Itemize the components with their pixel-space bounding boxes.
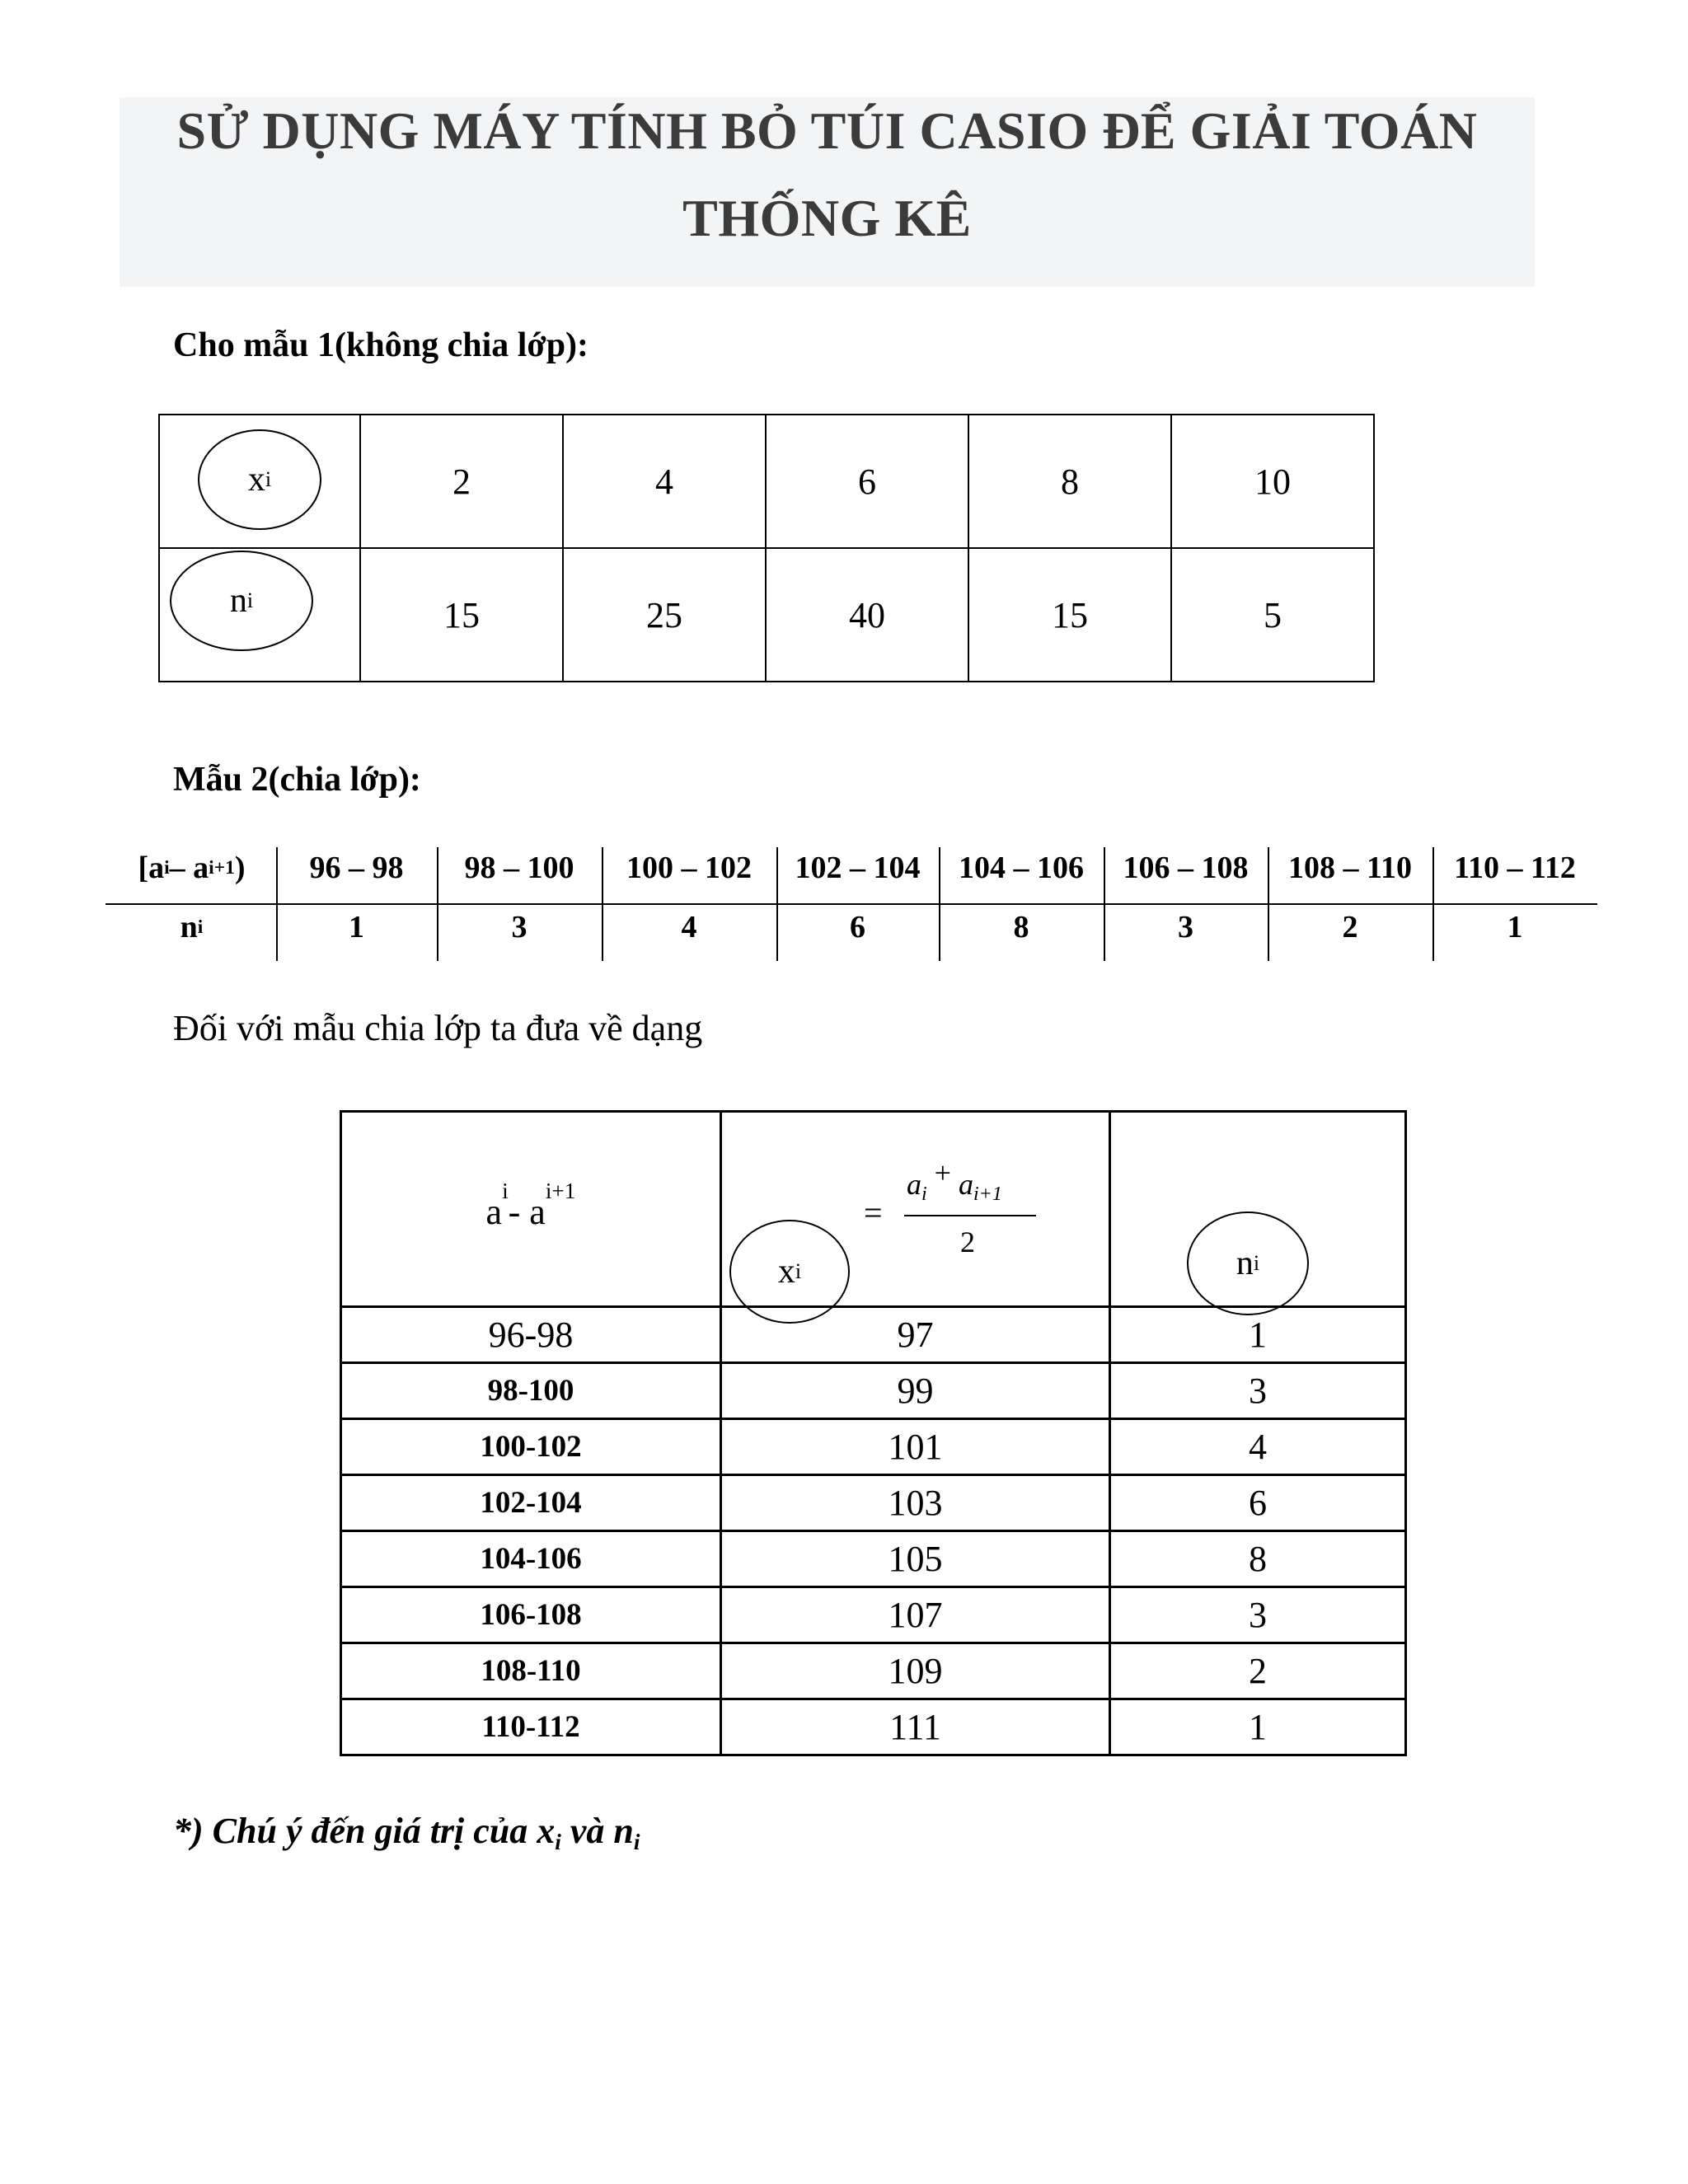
- class-count-cell: 8: [1013, 910, 1029, 944]
- midpoint-cell: 101: [720, 1418, 1111, 1476]
- interval-cell: 96-98: [340, 1305, 722, 1364]
- interval-cell: 100-102: [340, 1418, 722, 1476]
- title-line-2: THỐNG KÊ: [682, 189, 972, 247]
- frequency-cell: 1: [1109, 1305, 1407, 1364]
- interval-cell: 110-112: [340, 1698, 722, 1756]
- frequency-cell: 3: [1109, 1361, 1407, 1420]
- note-pre: *) Chú ý đến giá trị của x: [173, 1811, 556, 1851]
- formula-denominator: 2: [960, 1226, 975, 1258]
- note-sub2: i: [633, 1830, 640, 1855]
- x-value-cell: 6: [765, 414, 969, 549]
- title-line-1: SỬ DỤNG MÁY TÍNH BỎ TÚI CASIO ĐỂ GIẢI TOÁN: [176, 101, 1478, 160]
- midpoint-cell: 109: [720, 1642, 1111, 1700]
- frequency-cell: 1: [1109, 1698, 1407, 1756]
- midpoint-cell: 107: [720, 1586, 1111, 1644]
- interval-cell: 108-110: [340, 1642, 722, 1700]
- title-band: [120, 97, 1535, 287]
- midpoint-cell: 97: [720, 1305, 1111, 1364]
- sample2-heading: Mẫu 2(chia lớp):: [173, 761, 421, 799]
- class-count-cell: 4: [681, 910, 697, 944]
- midpoint-cell: 99: [720, 1361, 1111, 1420]
- class-header-post: ): [234, 851, 246, 885]
- formula-s2: i+1: [973, 1183, 1002, 1206]
- class-interval-cell: 108 – 110: [1288, 851, 1412, 885]
- frequency-cell: 3: [1109, 1586, 1407, 1644]
- formula-equals: =: [864, 1194, 883, 1231]
- class-interval-cell: 96 – 98: [309, 851, 404, 885]
- n-value-cell: 40: [765, 547, 969, 682]
- frequency-cell: 6: [1109, 1474, 1407, 1532]
- frequency-cell: 8: [1109, 1530, 1407, 1588]
- note-sub1: i: [555, 1830, 561, 1855]
- n-symbol: n: [229, 582, 247, 620]
- class-interval-cell: 106 – 108: [1123, 851, 1249, 885]
- xi-symbol: x: [777, 1253, 795, 1291]
- formula-s1: i: [921, 1183, 927, 1206]
- class-count-cell: 3: [1178, 910, 1193, 944]
- class-count-cell: 1: [1507, 910, 1523, 944]
- count-header-label: n i: [180, 910, 204, 944]
- n-ellipse: n i: [170, 551, 313, 651]
- formula-plus: +: [934, 1156, 951, 1189]
- x-symbol: x: [247, 461, 265, 499]
- x-value-cell: 4: [562, 414, 767, 549]
- class-count-cell: 1: [349, 910, 364, 944]
- class-header-pre: [a: [138, 851, 165, 885]
- xi-ellipse: x i: [729, 1220, 850, 1324]
- sample1-heading: Cho mẫu 1(không chia lớp):: [173, 326, 589, 364]
- ni-ellipse: n i: [1187, 1212, 1309, 1315]
- class-interval-cell: 104 – 106: [959, 851, 1084, 885]
- intro-text: Đối với mẫu chia lớp ta đưa về dạng: [173, 1008, 703, 1048]
- x-value-cell: 10: [1170, 414, 1375, 549]
- formula-a1: a: [907, 1168, 921, 1201]
- class-interval-cell: 100 – 102: [626, 851, 752, 885]
- count-header-n: n: [180, 910, 198, 944]
- interval-cell: 104-106: [340, 1530, 722, 1588]
- class-interval-cell: 102 – 104: [795, 851, 921, 885]
- midpoint-cell: 105: [720, 1530, 1111, 1588]
- x-value-cell: 2: [359, 414, 564, 549]
- x-ellipse: x i: [198, 429, 321, 530]
- note-mid: và n: [560, 1811, 634, 1851]
- class-interval-cell: 98 – 100: [464, 851, 574, 885]
- class-count-cell: 2: [1342, 910, 1358, 944]
- interval-cell: 102-104: [340, 1474, 722, 1532]
- ni-symbol: n: [1236, 1244, 1254, 1282]
- class-header-label: [a i – a i+1 ): [138, 851, 246, 885]
- n-value-cell: 25: [562, 547, 767, 682]
- n-value-cell: 15: [968, 547, 1172, 682]
- frequency-cell: 4: [1109, 1418, 1407, 1476]
- class-count-cell: 6: [850, 910, 865, 944]
- n-value-cell: 5: [1170, 547, 1375, 682]
- interval-cell: 106-108: [340, 1586, 722, 1644]
- interval-header-a: a: [485, 1192, 503, 1232]
- formula-fraction-bar: [904, 1215, 1036, 1216]
- class-header-mid: – a: [169, 851, 209, 885]
- n-value-cell: 15: [359, 547, 564, 682]
- interval-header: a i - a i+1: [340, 1110, 722, 1308]
- formula-a2: a: [958, 1168, 973, 1201]
- midpoint-cell: 103: [720, 1474, 1111, 1532]
- class-interval-cell: 110 – 112: [1454, 851, 1576, 885]
- x-value-cell: 8: [968, 414, 1172, 549]
- formula-numerator: [907, 1156, 1002, 1206]
- class-count-cell: 3: [511, 910, 528, 944]
- interval-cell: 98-100: [340, 1361, 722, 1420]
- interval-header-dash: - a: [508, 1192, 546, 1232]
- midpoint-cell: 111: [720, 1698, 1111, 1756]
- note-text: [173, 1810, 640, 1855]
- frequency-cell: 2: [1109, 1642, 1407, 1700]
